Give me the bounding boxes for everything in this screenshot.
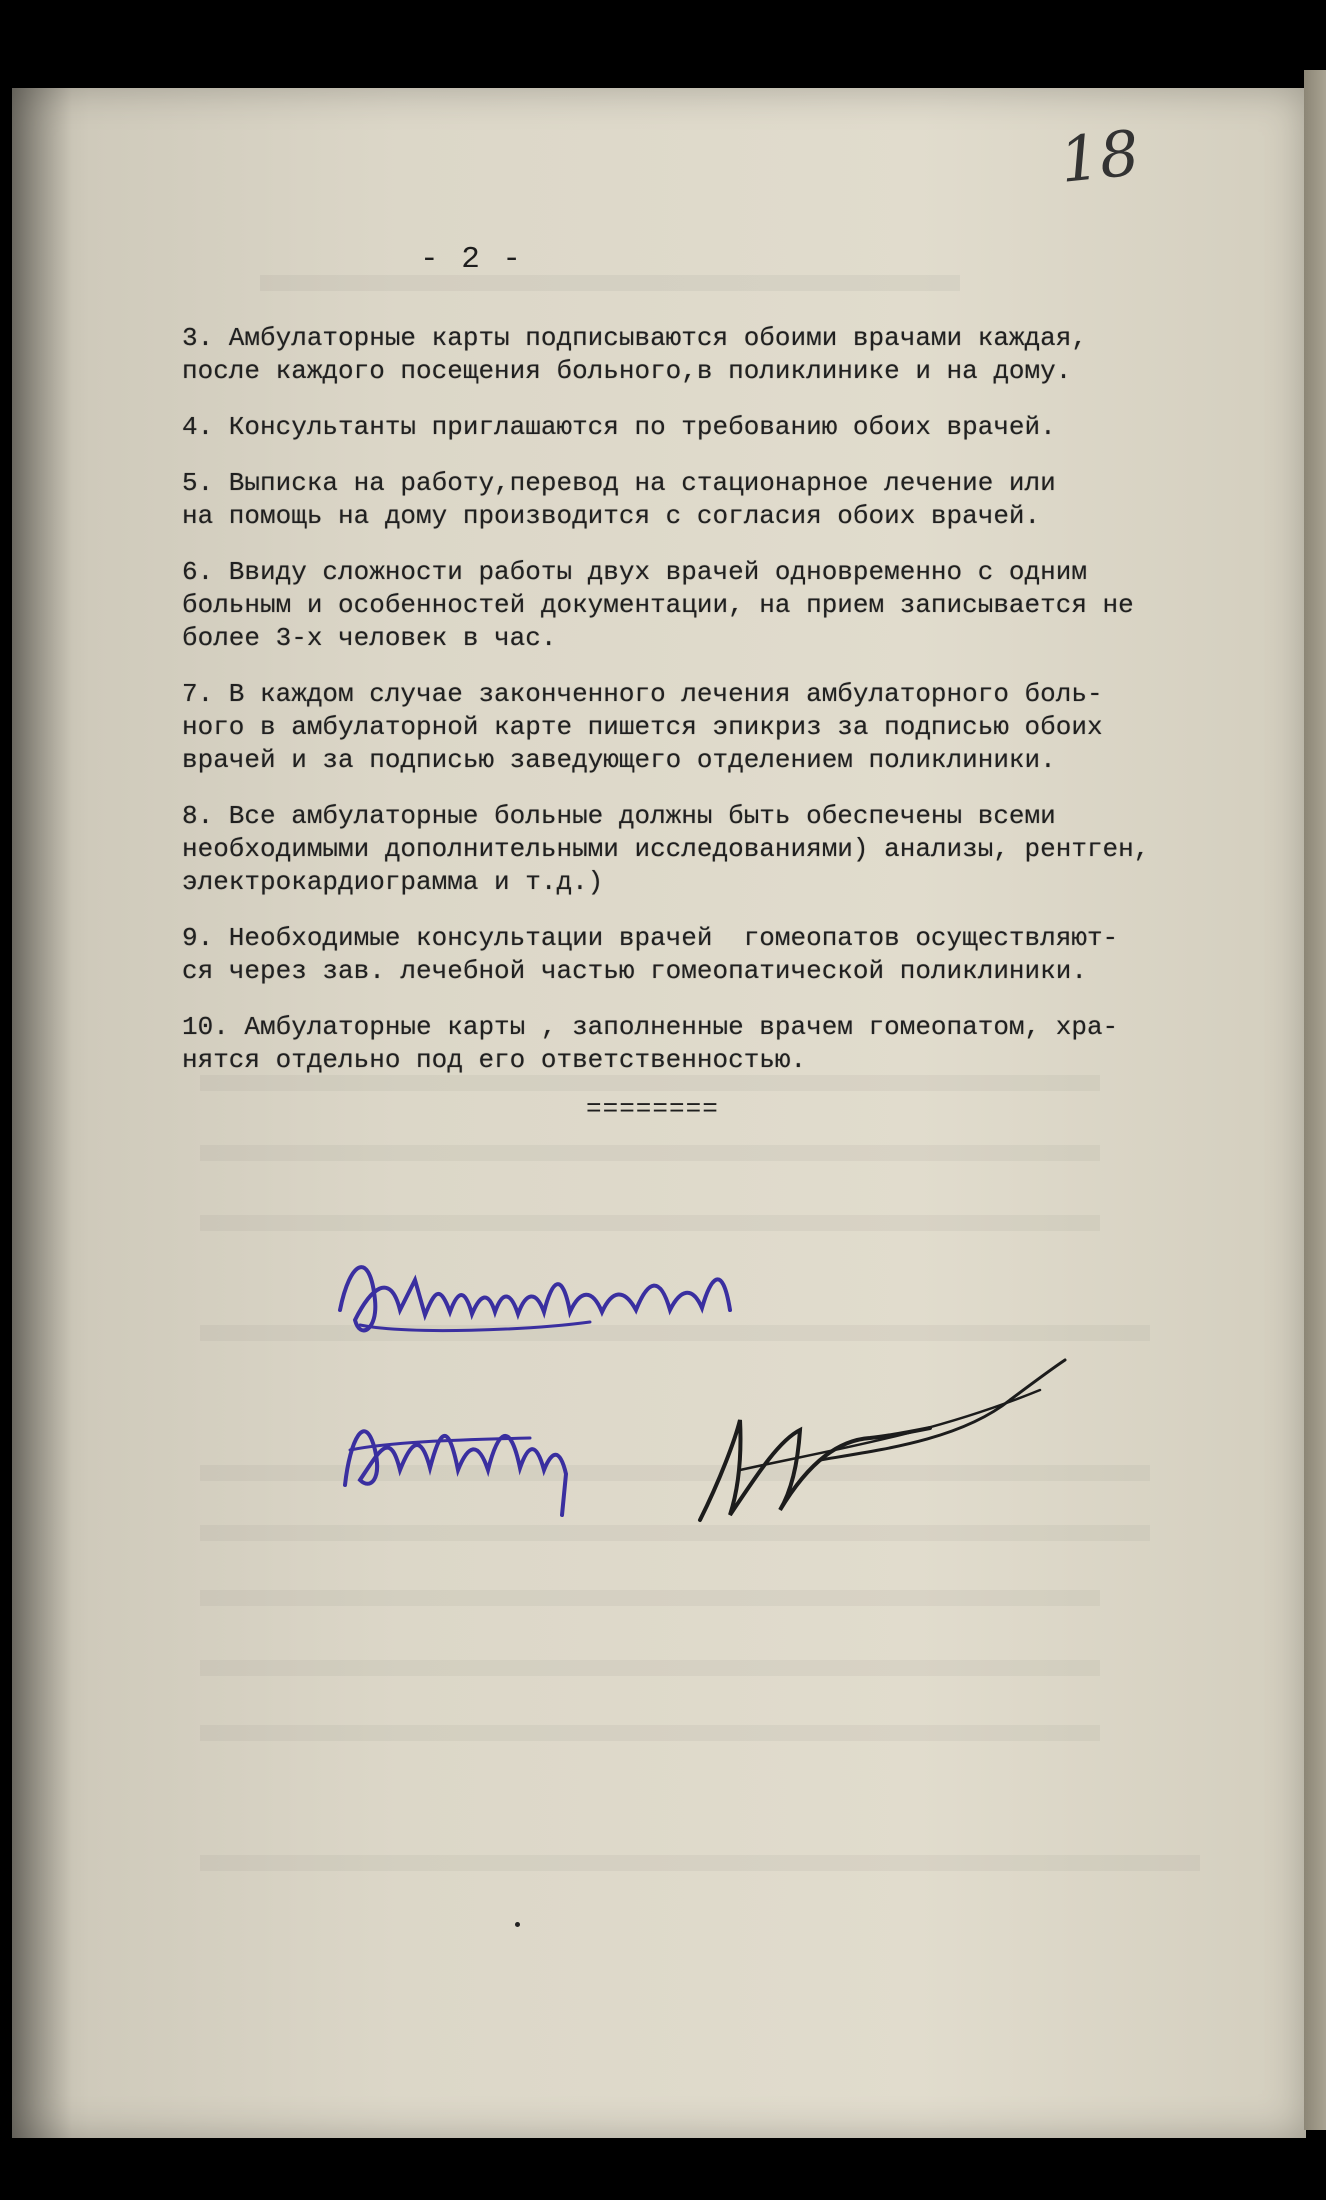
document-body xyxy=(182,322,1262,1100)
ink-dot xyxy=(515,1922,520,1927)
paragraph-6: 6. Ввиду сложности работы двух врачей одновременно с одним больным и особенностей документации, на прием записывается не более 3-х человек в час. xyxy=(182,557,1134,653)
paragraph-5: 5. Выписка на работу,перевод на стационарное лечение или на помощь на дому производится с согласия обоих врачей. xyxy=(182,468,1056,531)
divider-line: ======== xyxy=(586,1094,719,1124)
page-number: - 2 - xyxy=(420,242,524,277)
signature-3 xyxy=(680,1330,1080,1530)
signature-2 xyxy=(330,1390,590,1530)
paragraph-9: 9. Необходимые консультации врачей гомеопатов осуществляют- ся через зав. лечебной частью гомеопатической поликлиники. xyxy=(182,923,1119,986)
paragraph-8: 8. Все амбулаторные больные должны быть обеспечены всеми необходимыми дополнительными исследованиями) анализы, рентген, электрокардиограмма и т.д.) xyxy=(182,801,1150,897)
folio-number: 18 xyxy=(1056,116,1143,197)
page-edge xyxy=(1304,70,1326,2130)
paragraph-10: 10. Амбулаторные карты , заполненные врачем гомеопатом, хра- нятся отдельно под его ответственностью. xyxy=(182,1012,1119,1075)
paragraph-3: 3. Амбулаторные карты подписываются обоими врачами каждая, после каждого посещения больного,в поликлинике и на дому. xyxy=(182,323,1087,386)
paragraph-4: 4. Консультанты приглашаются по требованию обоих врачей. xyxy=(182,412,1056,442)
binding-shadow xyxy=(12,88,72,2138)
paragraph-7: 7. В каждом случае законченного лечения амбулаторного боль- ного в амбулаторной карте пишется эпикриз за подписью обоих врачей и за подписью заведующего отделением поликлиники. xyxy=(182,679,1103,775)
